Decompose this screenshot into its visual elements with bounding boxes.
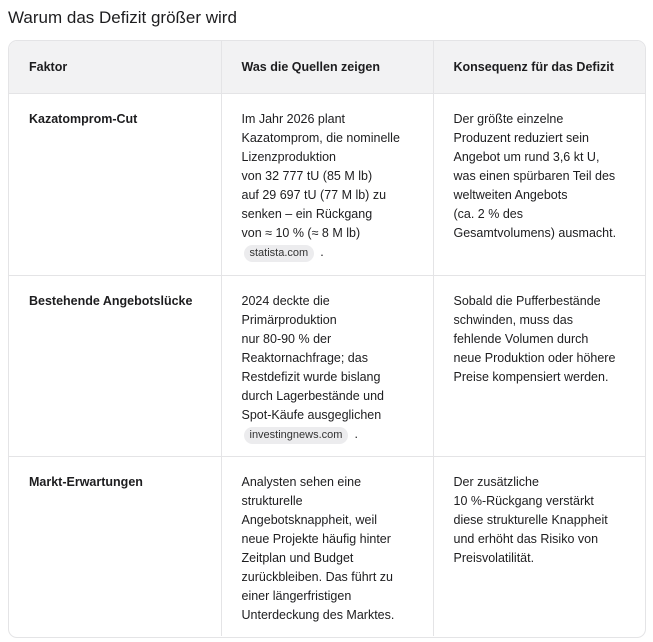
text-line: zurückbleiben. Das führt zu: [241, 569, 393, 584]
text-line: Kazatomprom, die nominelle: [241, 130, 400, 145]
chip-suffix: .: [320, 244, 324, 259]
text-line: diese strukturelle Knappheit: [453, 512, 608, 527]
header-sources: Was die Quellen zeigen: [221, 41, 433, 93]
text-line: Sobald die Pufferbestände: [453, 293, 601, 308]
sources-cell: [221, 275, 433, 456]
factor-cell: Kazatomprom-Cut: [9, 93, 221, 275]
text-line: Angebot um rund 3,6 kt U,: [453, 149, 600, 164]
text-line: von 32 777 tU (85 M lb): [241, 168, 373, 183]
text-line: Reaktornachfrage; das: [241, 350, 368, 365]
text-line: neue Projekte häufig hinter: [241, 531, 391, 546]
text-line: und erhöht das Risiko von: [453, 531, 599, 546]
text-line: durch Lagerbestände und: [241, 388, 384, 403]
text-line: Der größte einzelne: [453, 111, 564, 126]
text-line: Gesamtvolumens) ausmacht.: [453, 225, 617, 240]
header-consequence: Konsequenz für das Defizit: [433, 41, 645, 93]
text-line: einer längerfristigen: [241, 588, 352, 603]
text-line: was einen spürbaren Teil des: [453, 168, 616, 183]
text-line: Unterdeckung des Marktes.: [241, 607, 395, 622]
factor-cell: Markt-Erwartungen: [29, 474, 143, 489]
text-line: nur 80-90 % der: [241, 331, 332, 346]
header-factor: Faktor: [9, 41, 221, 93]
comparison-table: [9, 41, 645, 636]
text-line: von ≈ 10 % (≈ 8 M lb): [241, 225, 361, 240]
consequence-cell: [433, 275, 645, 456]
section-title: Warum das Defizit größer wird: [8, 8, 237, 27]
text-line: Produzent reduziert sein: [453, 130, 589, 145]
text-line: Analysten sehen eine: [241, 474, 362, 489]
text-line: 2024 deckte die: [241, 293, 330, 308]
table-row: [9, 93, 645, 275]
text-line: strukturelle: [241, 493, 303, 508]
chip-suffix: .: [354, 426, 358, 441]
text-line: Lizenzproduktion: [241, 149, 337, 164]
sources-cell: [221, 456, 433, 636]
text-line: Preisvolatilität.: [453, 550, 535, 565]
source-chip-link[interactable]: investingnews.com: [244, 427, 349, 444]
text-line: Restdefizit wurde bislang: [241, 369, 381, 384]
text-line: Im Jahr 2026 plant: [241, 111, 346, 126]
text-line: Der zusätzliche: [453, 474, 539, 489]
text-line: Spot-Käufe ausgeglichen: [241, 407, 382, 422]
consequence-cell: [433, 93, 645, 275]
factor-cell: Bestehende Angebotslücke: [9, 275, 221, 456]
source-line: [242, 243, 413, 262]
text-line: fehlende Volumen durch: [453, 331, 589, 346]
consequence-cell: [433, 456, 645, 636]
text-line: neue Produktion oder höhere: [453, 350, 616, 365]
sources-cell: [221, 93, 433, 275]
text-line: 10 %-Rückgang verstärkt: [453, 493, 594, 508]
table-row: [9, 275, 645, 456]
text-line: schwinden, muss das: [453, 312, 574, 327]
source-chip-link[interactable]: statista.com: [244, 245, 315, 262]
table-row: [9, 456, 645, 636]
text-line: Angebotsknappheit, weil: [241, 512, 378, 527]
text-line: Primärproduktion: [241, 312, 337, 327]
text-line: (ca. 2 % des: [453, 206, 523, 221]
comparison-table-container: [8, 40, 646, 638]
text-line: auf 29 697 tU (77 M lb) zu: [241, 187, 387, 202]
table-header-row: [9, 41, 645, 93]
source-line: [242, 425, 413, 444]
text-line: weltweiten Angebots: [453, 187, 568, 202]
text-line: Preise kompensiert werden.: [453, 369, 609, 384]
text-line: senken – ein Rückgang: [241, 206, 373, 221]
text-line: Zeitplan und Budget: [241, 550, 354, 565]
